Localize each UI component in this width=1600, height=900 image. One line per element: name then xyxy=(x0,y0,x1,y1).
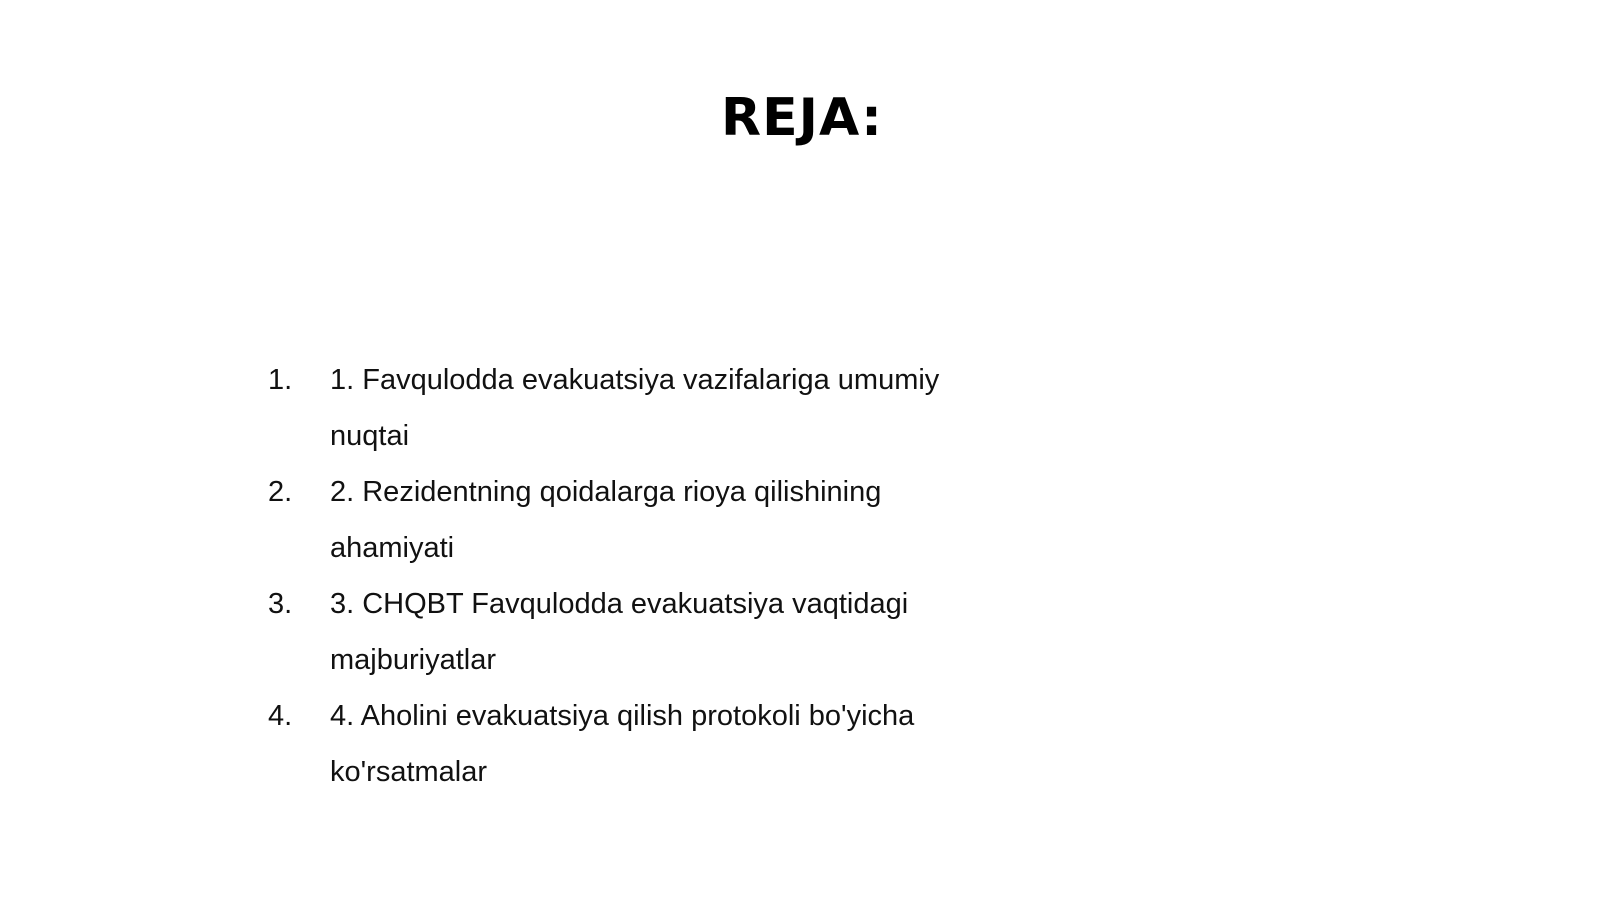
list-item-text: 3. CHQBT Favqulodda evakuatsiya vaqtidagi majburiyatlar xyxy=(330,588,909,676)
list-item-number: 4. xyxy=(268,700,293,732)
list-item-number: 3. xyxy=(268,588,293,620)
list-item xyxy=(268,688,1008,800)
list-item-number: 2. xyxy=(268,476,293,508)
list-item-text: 1. Favqulodda evakuatsiya vazifalariga umumiy nuqtai xyxy=(330,364,940,452)
list-item-number: 1. xyxy=(268,364,293,396)
list-item xyxy=(268,576,1008,688)
slide-title-text: REJA: xyxy=(721,88,883,148)
list-item-text: 4. Aholini evakuatsiya qilish protokoli bo'yicha ko'rsatmalar xyxy=(330,700,915,788)
plan-list xyxy=(268,352,1008,800)
list-item xyxy=(268,464,1008,576)
list-item xyxy=(268,352,1008,464)
slide-title xyxy=(0,88,1600,148)
list-item-text: 2. Rezidentning qoidalarga rioya qilishining ahamiyati xyxy=(330,476,882,564)
